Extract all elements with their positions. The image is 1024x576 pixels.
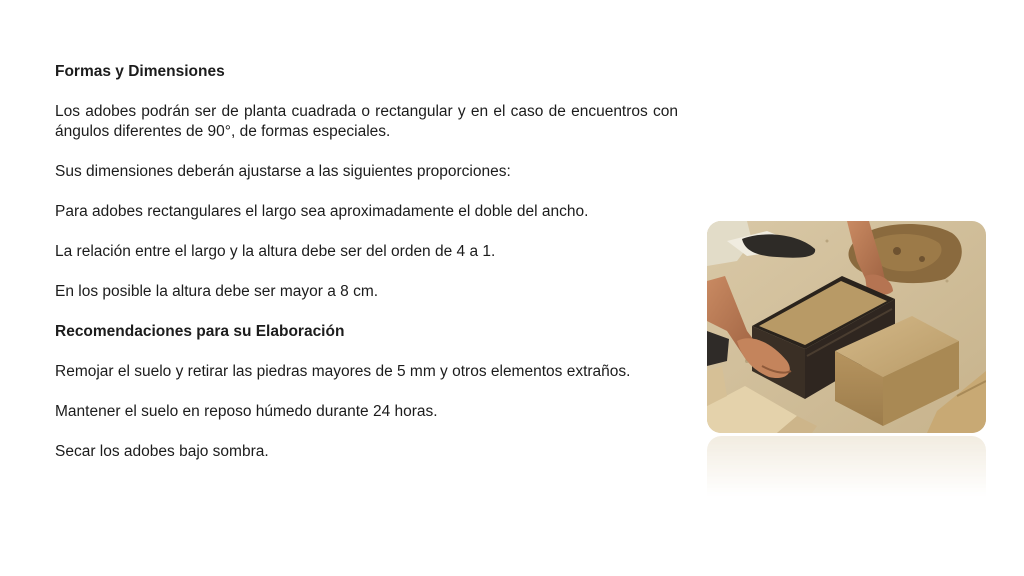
paragraph: Secar los adobes bajo sombra. bbox=[55, 443, 269, 460]
text-content bbox=[55, 62, 678, 482]
photo-reflection bbox=[707, 436, 986, 496]
section-heading-formas: Formas y Dimensiones bbox=[55, 63, 225, 80]
paragraph: Remojar el suelo y retirar las piedras mayores de 5 mm y otros elementos extraños. bbox=[55, 363, 631, 380]
adobe-molding-photo bbox=[707, 221, 986, 433]
paragraph: En los posible la altura debe ser mayor a 8 cm. bbox=[55, 283, 379, 300]
paragraph: La relación entre el largo y la altura debe ser del orden de 4 a 1. bbox=[55, 243, 496, 260]
paragraph: Sus dimensiones deberán ajustarse a las siguientes proporciones: bbox=[55, 163, 511, 180]
paragraph: Los adobes podrán ser de planta cuadrada o rectangular y en el caso de encuentros con ángulos diferentes de 90°, de formas especiales. bbox=[55, 103, 678, 140]
paragraph: Para adobes rectangulares el largo sea aproximadamente el doble del ancho. bbox=[55, 203, 589, 220]
section-heading-recomendaciones: Recomendaciones para su Elaboración bbox=[55, 323, 345, 340]
paragraph: Mantener el suelo en reposo húmedo durante 24 horas. bbox=[55, 403, 438, 420]
